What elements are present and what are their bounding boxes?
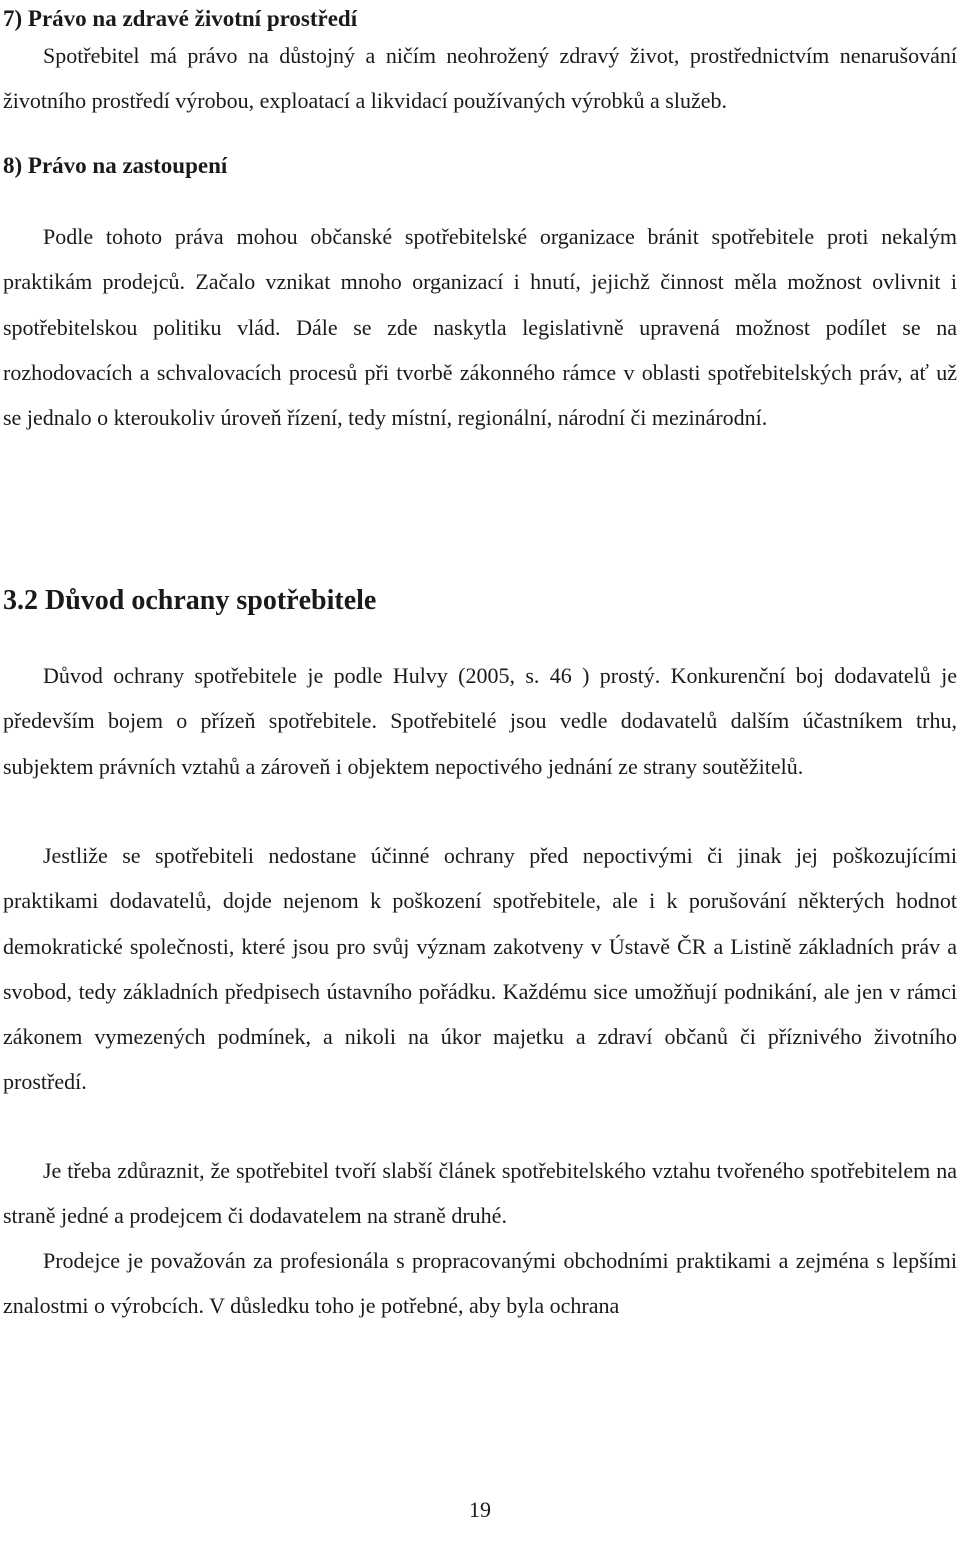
section-paragraph-4: Prodejce je považován za profesionála s propracovanými obchodními praktikami a zejména s lepšími znalostmi o výrobcích. V důsledku toho je potřebné, aby byla ochrana xyxy=(3,1248,957,1319)
heading-item-8: 8) Právo na zastoupení xyxy=(3,153,228,178)
section-paragraph-1: Důvod ochrany spotřebitele je podle Hulvy (2005, s. 46 ) prostý. Konkurenční boj dodavatelů je především bojem o přízeň spotřebitele. Spotřebitelé jsou vedle dodavatelů dalším účastníkem trhu, subjektem právních vztahů a zároveň i objektem nepoctivého jednání ze strany soutěžitelů. xyxy=(3,663,957,779)
heading-item-7: 7) Právo na zdravé životní prostředí xyxy=(3,6,358,31)
paragraph-item-7: Spotřebitel má právo na důstojný a ničím neohrožený zdravý život, prostřednictvím nenarušování životního prostředí výrobou, exploatací a likvidací používaných výrobků a služeb. xyxy=(3,43,957,114)
paragraph-item-8: Podle tohoto práva mohou občanské spotřebitelské organizace bránit spotřebitele proti nekalým praktikám prodejců. Začalo vznikat mnoho organizací i hnutí, jejichž činnost měla možnost ovlivnit i spotřebitelskou politiku vlád. Dále se zde naskytla legislativně upravená možnost podílet se na rozhodovacích a schvalovacích procesů při tvorbě zákonného rámce v oblasti spotřebitelských práv, ať už se jednalo o kteroukoliv úroveň řízení, tedy místní, regionální, národní či mezinárodní. xyxy=(3,224,957,431)
section-paragraph-3: Je třeba zdůraznit, že spotřebitel tvoří slabší článek spotřebitelského vztahu tvořeného spotřebitelem na straně jedné a prodejcem či dodavatelem na straně druhé. xyxy=(3,1158,957,1229)
section-heading: 3.2 Důvod ochrany spotřebitele xyxy=(3,585,377,616)
section-paragraph-2: Jestliže se spotřebiteli nedostane účinné ochrany před nepoctivými či jinak jej poškozujícími praktikami dodavatelů, dojde nejenom k poškození spotřebitele, ale i k porušování některých hodnot demokratické společnosti, které jsou pro svůj význam zakotveny v Ústavě ČR a Listině základních práv a svobod, tedy základních předpisech ústavního pořádku. Každému sice umožňují podnikání, ale jen v rámci zákonem vymezených podmínek, a nikoli na úkor majetku a zdraví občanů či příznivého životního prostředí. xyxy=(3,843,957,1095)
page-number: 19 xyxy=(469,1497,491,1522)
